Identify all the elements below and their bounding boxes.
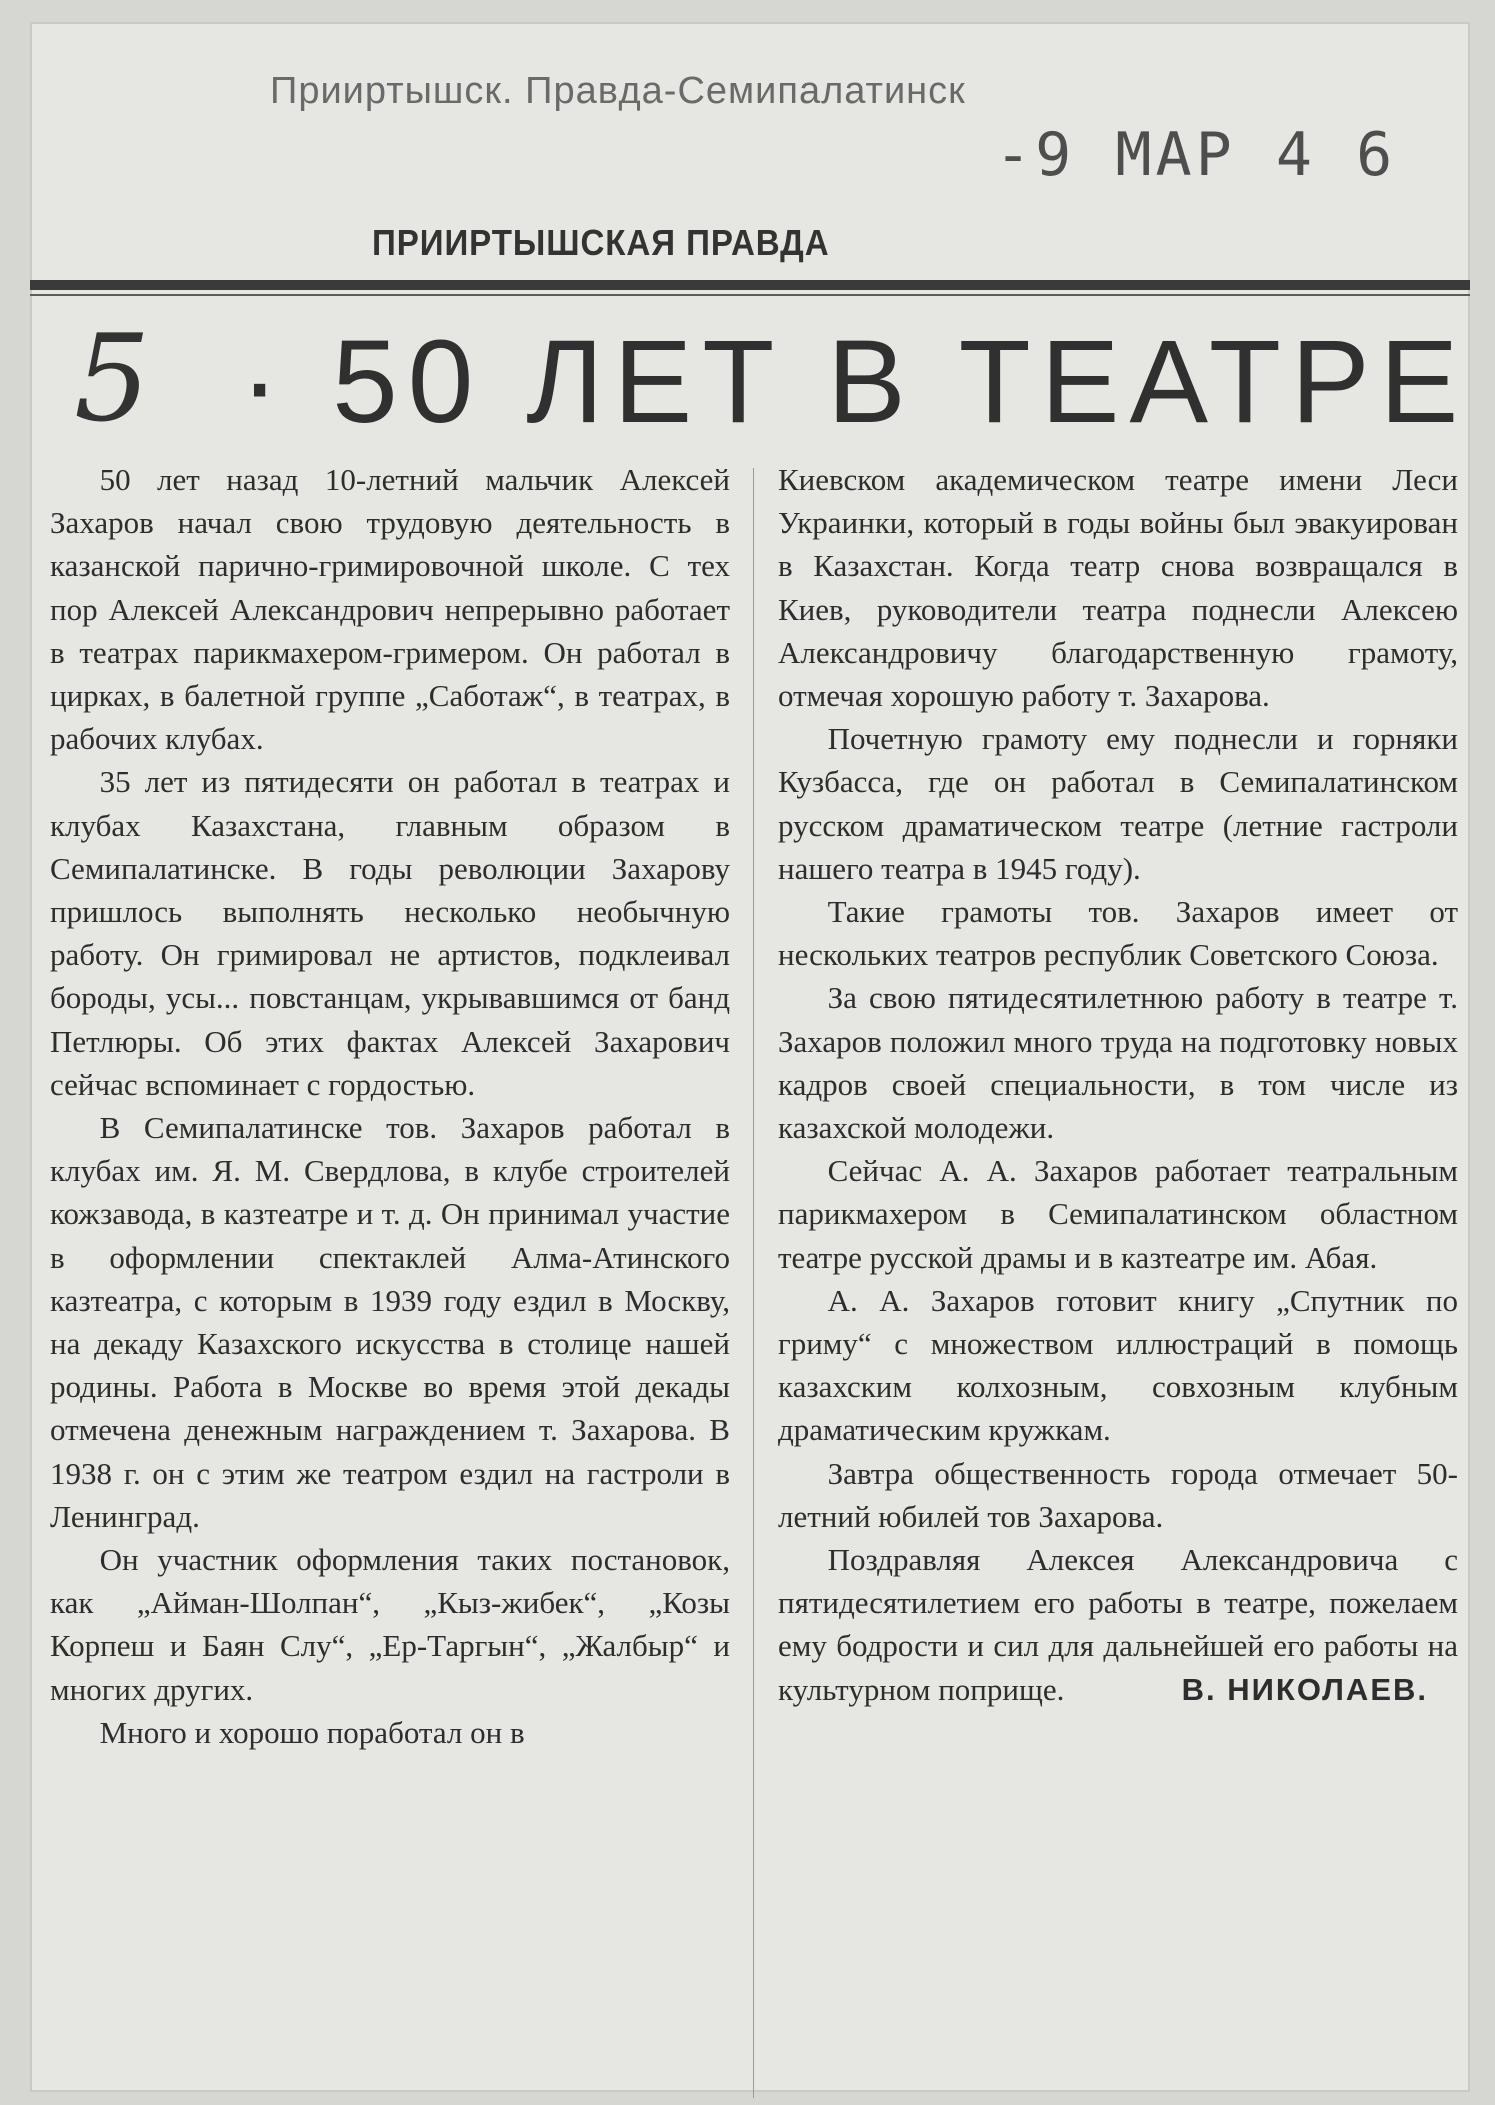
article-column-right: [778, 458, 1458, 1711]
author-signature: В. НИКОЛАЕВ.: [1181, 1671, 1428, 1707]
article-paragraph: В Семипалатинске тов. Захаров работал в клубах им. Я. М. Свердлова, в клубе строителей кожзавода, в казтеатре и т. д. Он принимал участие в оформлении спектаклей Алма-Атинского казтеатра, с которым в 1939 году ездил в Москву, на декаду Казахского искусства в столице нашей родины. Работа в Москве во время этой декады отмечена денежным награждением т. Захарова. В 1938 г. он с этим же театром ездил на гастроли в Ленинград.: [50, 1110, 730, 1534]
archive-stamp-source: Прииртышск. Правда-Семипалатинск: [270, 70, 966, 112]
masthead-rule-thin: [30, 294, 1470, 296]
article-paragraph-text: Поздравляя Алексея Александровича с пятидесятилетием его работы в театре, пожелаем ему бодрости и сил для дальнейшей его работы на культурном поприще.: [778, 1542, 1458, 1707]
article-paragraph: Киевском академическом театре имени Леси Украинки, который в годы войны был эвакуирован в Казахстан. Когда театр снова возвращался в Киев, руководители театра поднесли Алексею Александровичу благодарственную грамоту, отмечая хорошую работу т. Захарова.: [778, 462, 1458, 714]
article-paragraph: Он участник оформления таких постановок, как „Айман-Шолпан“, „Кыз-жибек“, „Козы Корпеш и Баян Слу“, „Ер-Таргын“, „Жалбыр“ и многих других.: [50, 1542, 730, 1707]
article-column-left: [50, 458, 730, 1754]
masthead-rule-thick: [30, 280, 1470, 290]
column-divider: [753, 468, 754, 2098]
article-paragraph: 35 лет из пятидесяти он работал в театрах и клубах Казахстана, главным образом в Семипалатинске. В годы революции Захарову пришлось выполнять несколько необычную работу. Он гримировал не артистов, подклеивал бороды, усы... повстанцам, укрывавшимся от банд Петлюры. Об этих фактах Алексей Захарович сейчас вспоминает с гордостью.: [50, 764, 730, 1102]
article-paragraph: Много и хорошо поработал он в: [99, 1714, 525, 1750]
article-headline: · 50 ЛЕТ В ТЕАТРЕ: [240, 316, 1469, 448]
archive-stamp-date: -9 МАР 4 6: [995, 120, 1397, 190]
newspaper-masthead: ПРИИРТЫШСКАЯ ПРАВДА: [372, 222, 830, 263]
article-paragraph: За свою пятидесятилетнюю работу в театре т. Захаров положил много труда на подготовку новых кадров своей специальности, в том числе из казахской молодежи.: [778, 980, 1458, 1146]
article-paragraph: Такие грамоты тов. Захаров имеет от нескольких театров республик Советского Союза.: [778, 894, 1458, 973]
article-paragraph: 50 лет назад 10-летний мальчик Алексей Захаров начал свою трудовую деятельность в казанской парично-гримировочной школе. С тех пор Алексей Александрович непрерывно работает в театрах парикмахером-гримером. Он работал в цирках, в балетной группе „Саботаж“, в театрах, в рабочих клубах.: [50, 462, 730, 757]
article-paragraph: [778, 1538, 1458, 1711]
article-paragraph: А. А. Захаров готовит книгу „Спутник по гриму“ с множеством иллюстраций в помощь казахским колхозным, совхозным клубным драматическим кружкам.: [778, 1282, 1458, 1448]
handwritten-margin-mark: 5: [74, 310, 151, 449]
article-paragraph: Почетную грамоту ему поднесли и горняки Кузбасса, где он работал в Семипалатинском русском драматическом театре (летние гастроли нашего театра в 1945 году).: [778, 721, 1458, 886]
article-paragraph: Сейчас А. А. Захаров работает театральным парикмахером в Семипалатинском областном театре русской драмы и в казтеатре им. Абая.: [778, 1153, 1458, 1275]
article-paragraph: Завтра общественность города отмечает 50-летний юбилей тов Захарова.: [778, 1455, 1458, 1534]
headline-area: [60, 310, 1469, 450]
